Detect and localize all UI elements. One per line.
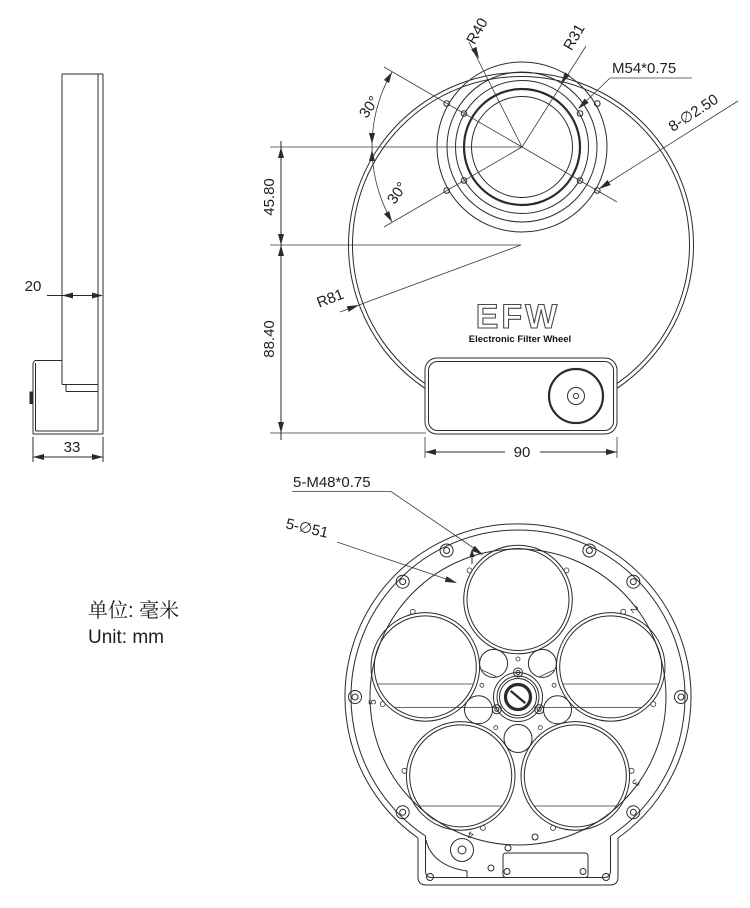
side-view — [25, 74, 103, 462]
dim-88-label: 88.40 — [261, 320, 278, 358]
dim-filter-thread — [292, 474, 485, 557]
dim-housing-width — [425, 437, 617, 461]
rear-view — [284, 474, 691, 885]
small-holes — [380, 568, 656, 831]
m54-label: M54*0.75 — [612, 60, 677, 77]
r81-label: R81 — [314, 285, 347, 312]
position-2: 2 — [627, 604, 640, 616]
dim-thickness — [25, 278, 103, 299]
position-3: 3 — [629, 776, 642, 788]
efw-logo — [469, 298, 571, 345]
logo-text: EFW — [475, 298, 561, 336]
dim-filter-diameter — [284, 515, 458, 585]
position-5: 5 — [367, 699, 379, 706]
screw-slot — [511, 691, 526, 703]
units-en: Unit: mm — [88, 627, 164, 648]
dim-thickness-label: 20 — [24, 278, 42, 295]
logo-subtitle: Electronic Filter Wheel — [468, 334, 572, 345]
rear-housing-details — [426, 834, 610, 881]
holes-label: 8-∅2.50 — [665, 90, 722, 136]
r40-label: R40 — [463, 15, 492, 48]
filter-thread-label: 5-M48*0.75 — [293, 474, 371, 491]
units-cn: 单位: 毫米 — [88, 600, 180, 622]
filter-apertures — [371, 545, 665, 830]
dim-m54 — [576, 60, 692, 111]
connector-bump — [30, 392, 34, 405]
angle-lower-label: 30° — [383, 179, 411, 208]
dim-90-label: 90 — [513, 444, 531, 461]
lightening-holes — [465, 649, 572, 752]
filter-diameter-label: 5-∅51 — [284, 515, 330, 542]
case-screw-bosses — [349, 544, 688, 819]
position-4: 4 — [466, 828, 476, 841]
dim-8-holes — [597, 91, 738, 192]
dim-45-label: 45.80 — [261, 178, 278, 216]
angle-upper-label: 30° — [355, 93, 383, 122]
motor-housing — [425, 358, 617, 434]
front-view — [261, 15, 738, 461]
dim-depth-label: 33 — [63, 439, 81, 456]
r31-label: R31 — [560, 21, 589, 54]
dim-depth — [33, 437, 103, 462]
units-note — [88, 599, 179, 648]
